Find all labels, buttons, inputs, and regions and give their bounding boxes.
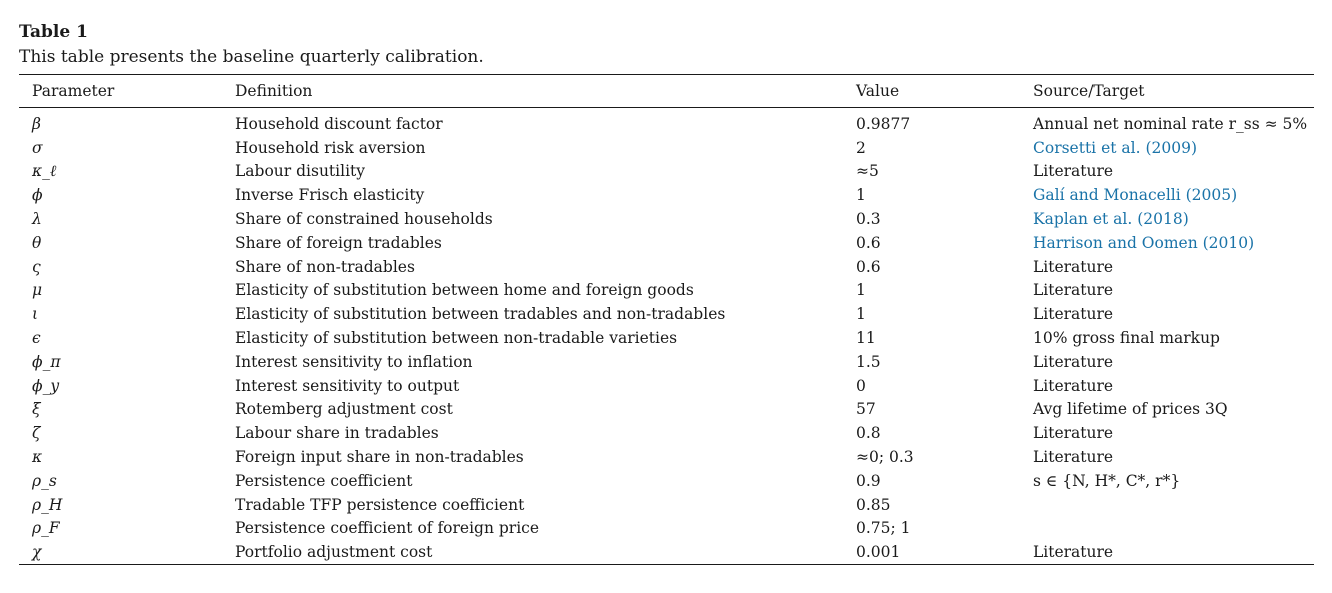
- cell-parameter: ρ_H: [32, 495, 63, 514]
- cell-source: Literature: [1033, 305, 1114, 324]
- table-caption-title: Table 1: [19, 22, 88, 42]
- cell-definition: Interest sensitivity to output: [235, 376, 460, 395]
- cell-parameter: ι: [32, 305, 39, 324]
- cell-source: [1020, 493, 1314, 517]
- cell-value: 0.8: [856, 424, 881, 443]
- cell-definition: Persistence coefficient: [235, 471, 413, 490]
- table-row: [19, 279, 1314, 303]
- cell-value: 1: [856, 305, 866, 324]
- cell-value: 0: [856, 376, 866, 395]
- cell-parameter: ϕ_y: [32, 376, 60, 395]
- cell-value: ≈0; 0.3: [856, 448, 914, 467]
- cell-definition: Household discount factor: [235, 114, 443, 133]
- cell-definition: Rotemberg adjustment cost: [235, 400, 453, 419]
- table-row: [19, 183, 1314, 207]
- cell-value: 0.85: [856, 495, 891, 514]
- cell-source: Annual net nominal rate r_ss ≈ 5%: [1033, 114, 1308, 133]
- cell-definition: Portfolio adjustment cost: [235, 543, 433, 562]
- table-row: [19, 231, 1314, 255]
- cell-parameter: λ: [32, 210, 42, 229]
- cell-value: 0.001: [856, 543, 901, 562]
- table-row: [19, 469, 1314, 493]
- cell-value: 0.75; 1: [856, 519, 911, 538]
- table-caption-text: This table presents the baseline quarterly calibration.: [19, 47, 484, 67]
- cell-parameter: ρ_F: [32, 519, 60, 538]
- cell-source: Literature: [1033, 376, 1114, 395]
- cell-source: [1020, 517, 1314, 541]
- cell-parameter: ξ: [32, 400, 41, 419]
- table-row: [19, 493, 1314, 517]
- header-definition: Definition: [235, 82, 313, 100]
- table-row: [19, 374, 1314, 398]
- table-row: [19, 255, 1314, 279]
- cell-value: 1.5: [856, 352, 881, 371]
- cell-source: s ∈ {N, H*, C*, r*}: [1033, 471, 1181, 490]
- cell-value: 2: [856, 138, 866, 157]
- cell-source: Literature: [1033, 352, 1114, 371]
- cell-source: Literature: [1033, 257, 1114, 276]
- cell-source: 10% gross final markup: [1033, 329, 1220, 348]
- cell-value: 1: [856, 186, 866, 205]
- cell-source[interactable]: Kaplan et al. (2018): [1033, 210, 1189, 229]
- cell-definition: Share of foreign tradables: [235, 233, 442, 252]
- cell-source: Avg lifetime of prices 3Q: [1033, 400, 1228, 419]
- cell-definition: Elasticity of substitution between non-tradable varieties: [235, 329, 678, 348]
- table-row: [19, 350, 1314, 374]
- cell-parameter: κ_ℓ: [32, 161, 57, 180]
- cell-source: Literature: [1033, 448, 1114, 467]
- table-figure: [19, 20, 1314, 565]
- table-row: [19, 326, 1314, 350]
- cell-parameter: ϕ_π: [32, 352, 61, 371]
- table-row: [19, 302, 1314, 326]
- cell-source: Literature: [1033, 424, 1114, 443]
- cell-definition: Interest sensitivity to inflation: [235, 352, 473, 371]
- cell-parameter: ζ: [32, 424, 41, 443]
- cell-value: 11: [856, 329, 876, 348]
- calibration-table: [19, 74, 1314, 565]
- table-row: [19, 108, 1314, 136]
- cell-definition: Share of non-tradables: [235, 257, 415, 276]
- cell-definition: Tradable TFP persistence coefficient: [235, 495, 525, 514]
- cell-parameter: ρ_s: [32, 471, 57, 490]
- table-row: [19, 398, 1314, 422]
- cell-source[interactable]: Galí and Monacelli (2005): [1033, 186, 1238, 205]
- table-row: [19, 207, 1314, 231]
- cell-source: Literature: [1033, 543, 1114, 562]
- cell-source[interactable]: Corsetti et al. (2009): [1033, 138, 1197, 157]
- table-row: [19, 160, 1314, 184]
- header-parameter: Parameter: [32, 82, 115, 100]
- cell-parameter: ϵ: [32, 329, 41, 348]
- cell-source: Literature: [1033, 162, 1114, 181]
- table-row: [19, 517, 1314, 541]
- cell-parameter: θ: [32, 233, 42, 252]
- table-row: [19, 540, 1314, 564]
- table-row: [19, 421, 1314, 445]
- cell-parameter: χ: [32, 543, 42, 562]
- cell-definition: Labour disutility: [235, 162, 366, 181]
- cell-definition: Foreign input share in non-tradables: [235, 448, 524, 467]
- cell-definition: Persistence coefficient of foreign price: [235, 519, 540, 538]
- cell-definition: Inverse Frisch elasticity: [235, 186, 425, 205]
- cell-value: 0.6: [856, 257, 881, 276]
- cell-value: 57: [856, 400, 876, 419]
- header-value: Value: [856, 82, 900, 100]
- cell-definition: Labour share in tradables: [235, 424, 439, 443]
- cell-parameter: κ: [32, 448, 43, 467]
- cell-definition: Elasticity of substitution between home and foreign goods: [235, 281, 694, 300]
- table-row: [19, 445, 1314, 469]
- header-source: Source/Target: [1033, 82, 1145, 100]
- table-row: [19, 136, 1314, 160]
- cell-value: 0.9: [856, 471, 881, 490]
- cell-parameter: β: [32, 114, 41, 133]
- cell-parameter: μ: [32, 281, 43, 300]
- cell-value: ≈5: [856, 162, 879, 181]
- cell-value: 0.9877: [856, 114, 911, 133]
- cell-value: 0.6: [856, 233, 881, 252]
- cell-parameter: ϕ: [32, 186, 43, 205]
- cell-parameter: σ: [32, 138, 43, 157]
- cell-value: 0.3: [856, 210, 881, 229]
- cell-source[interactable]: Harrison and Oomen (2010): [1033, 233, 1255, 252]
- cell-definition: Elasticity of substitution between tradables and non-tradables: [235, 305, 726, 324]
- table-header-row: [19, 75, 1314, 108]
- cell-source: Literature: [1033, 281, 1114, 300]
- cell-definition: Household risk aversion: [235, 138, 426, 157]
- cell-parameter: ς: [32, 257, 41, 276]
- cell-value: 1: [856, 281, 866, 300]
- cell-definition: Share of constrained households: [235, 210, 493, 229]
